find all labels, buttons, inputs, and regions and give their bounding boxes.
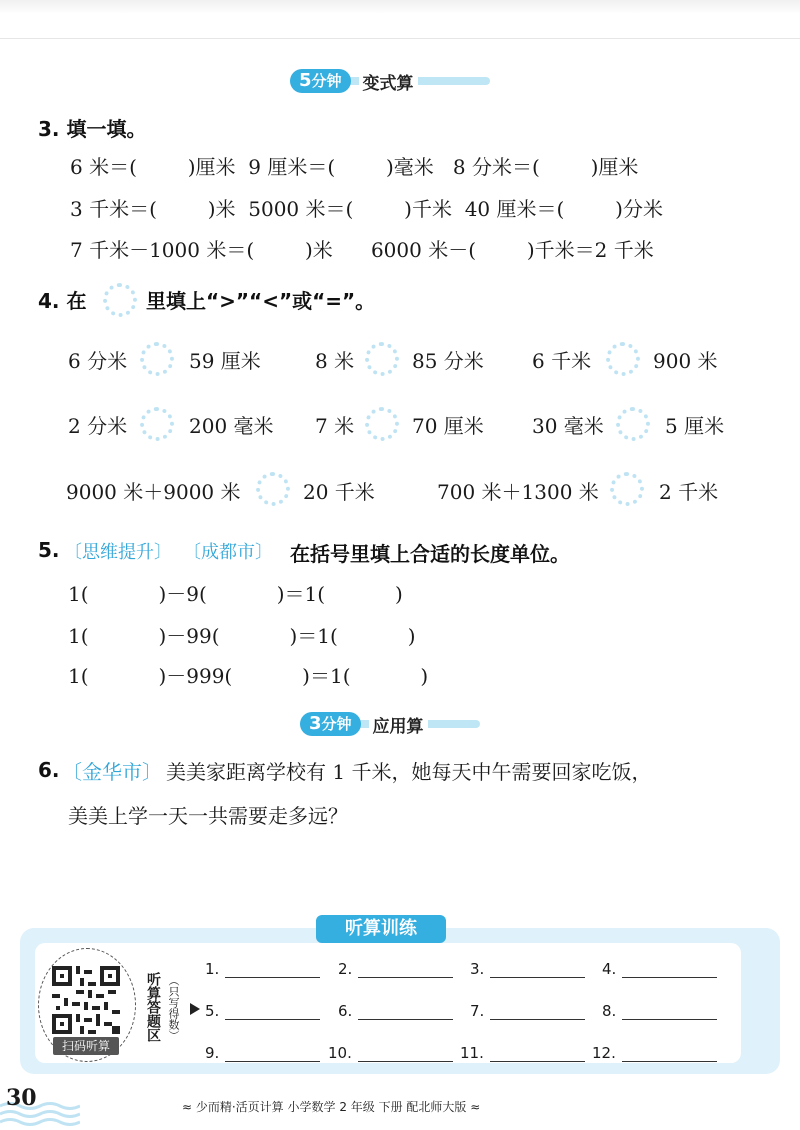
tag-city: 〔成都市〕 (183, 542, 273, 563)
answer-slot[interactable]: 5. (205, 1002, 320, 1020)
q4-r3-c2-left: 700 米＋1300 米 (437, 480, 599, 504)
answer-slot[interactable]: 2. (338, 960, 453, 978)
q4-r1-c3-left: 6 千米 (532, 349, 592, 373)
qr-code-icon[interactable] (52, 966, 120, 1034)
play-arrow-icon (190, 1003, 200, 1015)
q4-r3-c1-right: 20 千米 (303, 480, 375, 504)
footer-text: ≈ 少而精·活页计算 小学数学 2 年级 下册 配北师大版 ≈ (182, 1100, 481, 1114)
compare-circle-input[interactable] (256, 472, 290, 506)
answer-slot[interactable]: 7. (470, 1002, 585, 1020)
compare-circle-input[interactable] (606, 342, 640, 376)
q4-r1-c1-right: 59 厘米 (189, 349, 261, 373)
question-4-heading-pre: 4. 在 (38, 289, 87, 313)
q4-r2-c3-right: 5 厘米 (665, 414, 725, 438)
answer-slot[interactable]: 9. (205, 1044, 320, 1062)
q4-r1-c2-right: 85 分米 (412, 349, 484, 373)
q4-r1-c1-left: 6 分米 (68, 349, 128, 373)
q4-r1-c2-left: 8 米 (315, 349, 355, 373)
listening-title: 听算训练 (316, 915, 446, 943)
question-3-heading: 3. 填一填。 (38, 117, 147, 141)
compare-circle-input[interactable] (610, 472, 644, 506)
section-banner-variant (290, 68, 490, 94)
answer-note: （只写得数） (167, 975, 180, 1041)
tag-thinking: 〔思维提升〕 (64, 542, 172, 563)
tag-city: 〔金华市〕 (62, 760, 162, 784)
q4-r2-c2-right: 70 厘米 (412, 414, 484, 438)
answer-slot[interactable]: 3. (470, 960, 585, 978)
q3-line-2: 3 千米＝( )米 5000 米＝( )千米 40 厘米＝( )分米 (70, 197, 663, 221)
q4-r3-c1-left: 9000 米＋9000 米 (66, 480, 241, 504)
compare-circle-input[interactable] (616, 407, 650, 441)
q4-r2-c3-left: 30 毫米 (532, 414, 604, 438)
q4-r2-c1-left: 2 分米 (68, 414, 128, 438)
question-6-number: 6. (38, 758, 60, 782)
answer-area-label: 听算答题区 (145, 972, 161, 1042)
q3-line-3: 7 千米－1000 米＝( )米 6000 米－( )千米＝2 千米 (70, 238, 654, 262)
q4-r1-c3-right: 900 米 (653, 349, 718, 373)
page-number: 30 (6, 1085, 37, 1111)
scan-label: 扫码听算 (53, 1037, 119, 1055)
answer-slot[interactable]: 8. (602, 1002, 717, 1020)
q4-r2-c2-left: 7 米 (315, 414, 355, 438)
q6-line-1: 美美家距离学校有 1 千米，她每天中午需要回家吃饭， (166, 760, 652, 784)
compare-circle-input[interactable] (140, 342, 174, 376)
top-shade (0, 0, 800, 14)
circle-slot-icon (103, 283, 137, 317)
question-4-heading-post: 里填上“>”“<”或“=”。 (146, 289, 376, 313)
q5-line-3: 1( )－999( )＝1( ) (68, 664, 429, 688)
q4-r2-c1-right: 200 毫米 (189, 414, 274, 438)
time-pill: 5分钟 (290, 69, 351, 93)
question-5-text: 在括号里填上合适的长度单位。 (290, 542, 570, 566)
compare-circle-input[interactable] (365, 342, 399, 376)
q4-r3-c2-right: 2 千米 (659, 480, 719, 504)
question-5-number: 5. (38, 538, 60, 562)
section-title: 变式算 (359, 69, 418, 94)
section-title: 应用算 (369, 712, 428, 737)
q5-line-2: 1( )－99( )＝1( ) (68, 624, 416, 648)
compare-circle-input[interactable] (140, 407, 174, 441)
q3-line-1: 6 米＝( )厘米 9 厘米＝( )毫米 8 分米＝( )厘米 (70, 155, 639, 179)
compare-circle-input[interactable] (365, 407, 399, 441)
top-divider (0, 38, 800, 39)
answer-slot[interactable]: 10. (328, 1044, 453, 1062)
q6-line-2: 美美上学一天一共需要走多远？ (68, 804, 348, 828)
answer-slot[interactable]: 4. (602, 960, 717, 978)
answer-slot[interactable]: 1. (205, 960, 320, 978)
answer-slot[interactable]: 12. (592, 1044, 717, 1062)
q5-line-1: 1( )－9( )＝1( ) (68, 582, 403, 606)
time-pill: 3分钟 (300, 712, 361, 736)
answer-slot[interactable]: 11. (460, 1044, 585, 1062)
section-banner-applied (300, 711, 480, 737)
answer-slot[interactable]: 6. (338, 1002, 453, 1020)
